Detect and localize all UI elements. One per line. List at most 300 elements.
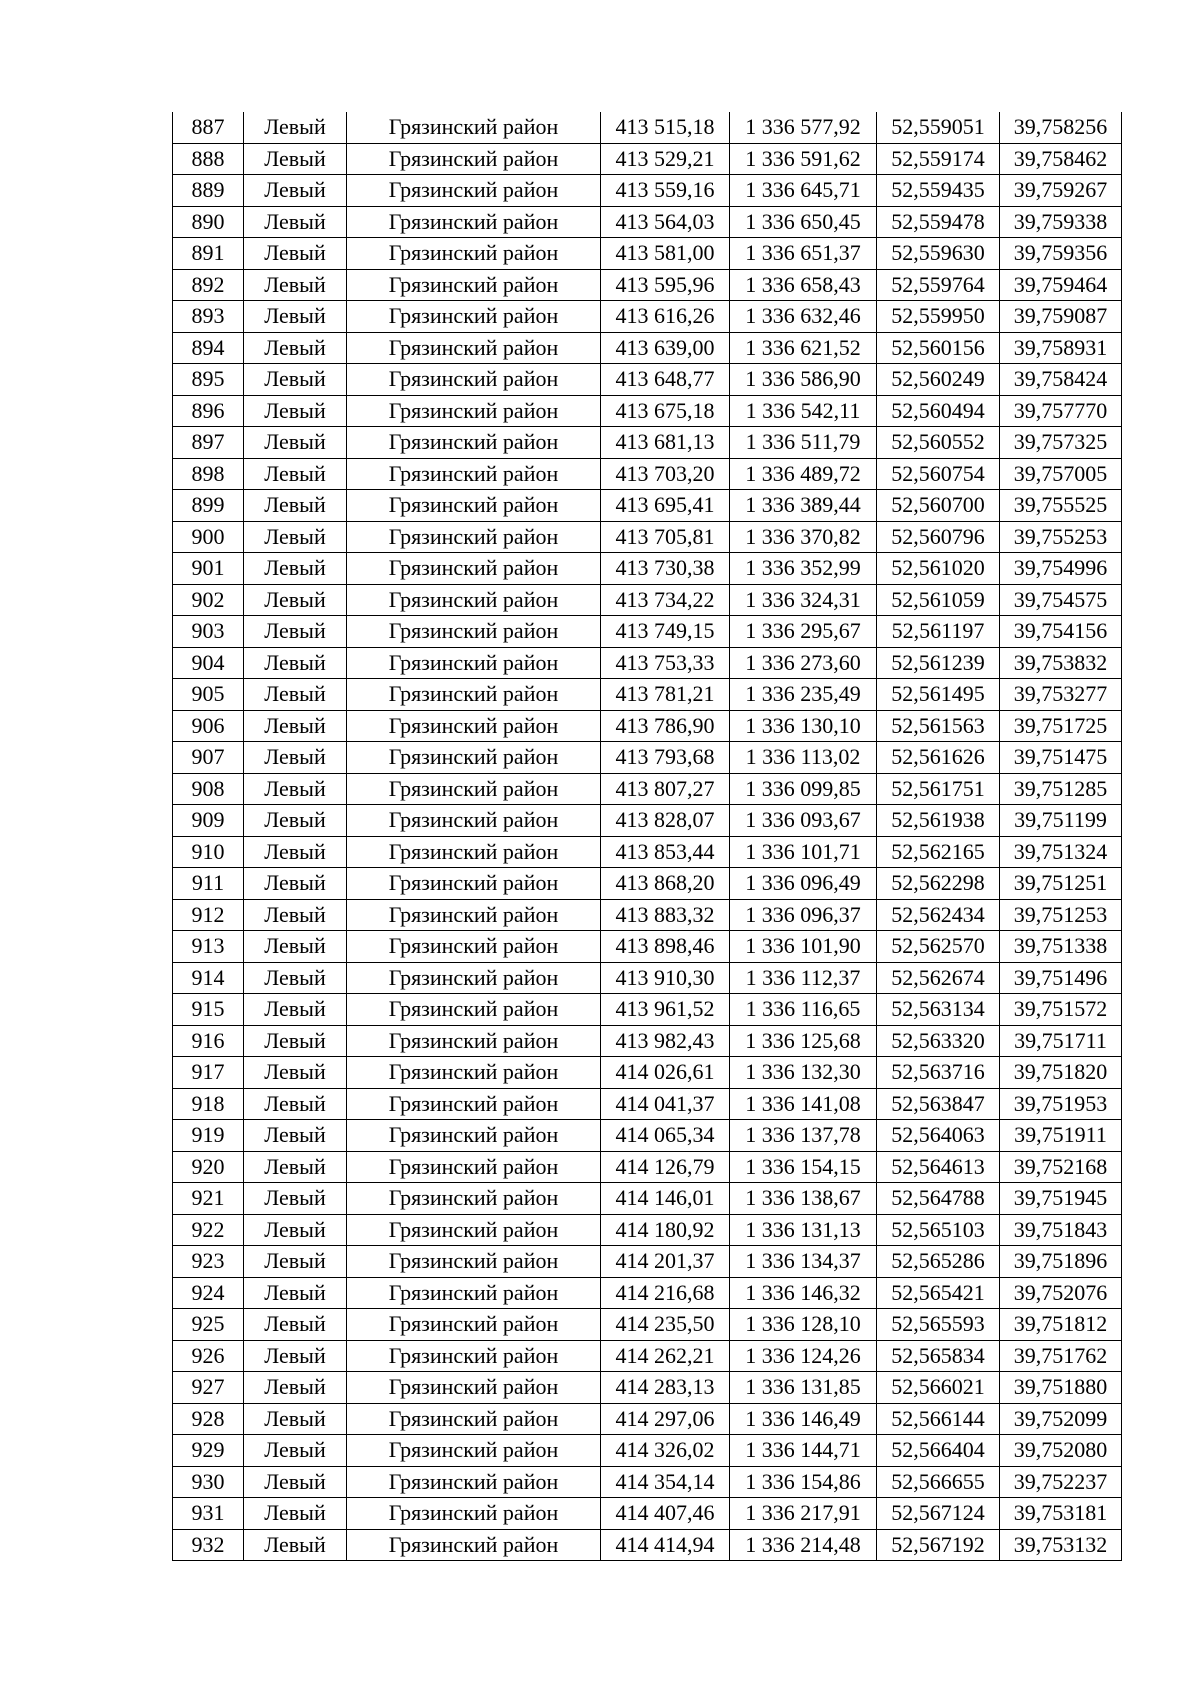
- y-coordinate-cell: 1 336 658,43: [730, 269, 877, 301]
- point-number-cell: 905: [173, 679, 244, 711]
- district-cell: Грязинский район: [347, 616, 601, 648]
- x-coordinate-cell: 413 807,27: [601, 773, 730, 805]
- y-coordinate-cell: 1 336 586,90: [730, 364, 877, 396]
- side-cell: Левый: [244, 143, 347, 175]
- table-row: [173, 490, 1122, 522]
- x-coordinate-cell: 413 616,26: [601, 301, 730, 333]
- latitude-cell: 52,562570: [877, 931, 1000, 963]
- side-cell: Левый: [244, 1435, 347, 1467]
- side-cell: Левый: [244, 836, 347, 868]
- x-coordinate-cell: 413 898,46: [601, 931, 730, 963]
- x-coordinate-cell: 414 216,68: [601, 1277, 730, 1309]
- x-coordinate-cell: 413 529,21: [601, 143, 730, 175]
- table-row: [173, 1435, 1122, 1467]
- district-cell: Грязинский район: [347, 805, 601, 837]
- latitude-cell: 52,562434: [877, 899, 1000, 931]
- side-cell: Левый: [244, 395, 347, 427]
- point-number-cell: 932: [173, 1529, 244, 1561]
- latitude-cell: 52,563134: [877, 994, 1000, 1026]
- point-number-cell: 897: [173, 427, 244, 459]
- district-cell: Грязинский район: [347, 931, 601, 963]
- y-coordinate-cell: 1 336 101,90: [730, 931, 877, 963]
- side-cell: Левый: [244, 364, 347, 396]
- y-coordinate-cell: 1 336 146,49: [730, 1403, 877, 1435]
- longitude-cell: 39,759087: [1000, 301, 1122, 333]
- y-coordinate-cell: 1 336 154,86: [730, 1466, 877, 1498]
- longitude-cell: 39,751812: [1000, 1309, 1122, 1341]
- y-coordinate-cell: 1 336 217,91: [730, 1498, 877, 1530]
- y-coordinate-cell: 1 336 511,79: [730, 427, 877, 459]
- x-coordinate-cell: 414 354,14: [601, 1466, 730, 1498]
- side-cell: Левый: [244, 805, 347, 837]
- longitude-cell: 39,752080: [1000, 1435, 1122, 1467]
- point-number-cell: 901: [173, 553, 244, 585]
- longitude-cell: 39,751820: [1000, 1057, 1122, 1089]
- table-row: [173, 175, 1122, 207]
- latitude-cell: 52,566404: [877, 1435, 1000, 1467]
- district-cell: Грязинский район: [347, 647, 601, 679]
- longitude-cell: 39,751843: [1000, 1214, 1122, 1246]
- y-coordinate-cell: 1 336 621,52: [730, 332, 877, 364]
- longitude-cell: 39,751945: [1000, 1183, 1122, 1215]
- x-coordinate-cell: 413 853,44: [601, 836, 730, 868]
- y-coordinate-cell: 1 336 352,99: [730, 553, 877, 585]
- table-row: [173, 1340, 1122, 1372]
- y-coordinate-cell: 1 336 489,72: [730, 458, 877, 490]
- x-coordinate-cell: 413 559,16: [601, 175, 730, 207]
- district-cell: Грязинский район: [347, 584, 601, 616]
- y-coordinate-cell: 1 336 116,65: [730, 994, 877, 1026]
- y-coordinate-cell: 1 336 134,37: [730, 1246, 877, 1278]
- x-coordinate-cell: 414 262,21: [601, 1340, 730, 1372]
- latitude-cell: 52,561197: [877, 616, 1000, 648]
- latitude-cell: 52,566144: [877, 1403, 1000, 1435]
- point-number-cell: 931: [173, 1498, 244, 1530]
- point-number-cell: 904: [173, 647, 244, 679]
- longitude-cell: 39,759356: [1000, 238, 1122, 270]
- table-row: [173, 553, 1122, 585]
- district-cell: Грязинский район: [347, 1403, 601, 1435]
- longitude-cell: 39,751911: [1000, 1120, 1122, 1152]
- district-cell: Грязинский район: [347, 553, 601, 585]
- longitude-cell: 39,753132: [1000, 1529, 1122, 1561]
- point-number-cell: 910: [173, 836, 244, 868]
- side-cell: Левый: [244, 994, 347, 1026]
- x-coordinate-cell: 413 703,20: [601, 458, 730, 490]
- latitude-cell: 52,565593: [877, 1309, 1000, 1341]
- longitude-cell: 39,753832: [1000, 647, 1122, 679]
- x-coordinate-cell: 413 581,00: [601, 238, 730, 270]
- latitude-cell: 52,562298: [877, 868, 1000, 900]
- longitude-cell: 39,758424: [1000, 364, 1122, 396]
- y-coordinate-cell: 1 336 093,67: [730, 805, 877, 837]
- side-cell: Левый: [244, 301, 347, 333]
- district-cell: Грязинский район: [347, 521, 601, 553]
- side-cell: Левый: [244, 332, 347, 364]
- longitude-cell: 39,752076: [1000, 1277, 1122, 1309]
- latitude-cell: 52,565421: [877, 1277, 1000, 1309]
- side-cell: Левый: [244, 1151, 347, 1183]
- side-cell: Левый: [244, 112, 347, 143]
- side-cell: Левый: [244, 1277, 347, 1309]
- longitude-cell: 39,751475: [1000, 742, 1122, 774]
- longitude-cell: 39,751338: [1000, 931, 1122, 963]
- district-cell: Грязинский район: [347, 143, 601, 175]
- point-number-cell: 899: [173, 490, 244, 522]
- side-cell: Левый: [244, 1183, 347, 1215]
- latitude-cell: 52,559435: [877, 175, 1000, 207]
- longitude-cell: 39,751725: [1000, 710, 1122, 742]
- side-cell: Левый: [244, 962, 347, 994]
- district-cell: Грязинский район: [347, 1120, 601, 1152]
- longitude-cell: 39,751199: [1000, 805, 1122, 837]
- point-number-cell: 890: [173, 206, 244, 238]
- y-coordinate-cell: 1 336 389,44: [730, 490, 877, 522]
- table-row: [173, 1277, 1122, 1309]
- longitude-cell: 39,758931: [1000, 332, 1122, 364]
- longitude-cell: 39,751572: [1000, 994, 1122, 1026]
- y-coordinate-cell: 1 336 651,37: [730, 238, 877, 270]
- y-coordinate-cell: 1 336 131,13: [730, 1214, 877, 1246]
- side-cell: Левый: [244, 616, 347, 648]
- side-cell: Левый: [244, 553, 347, 585]
- longitude-cell: 39,757005: [1000, 458, 1122, 490]
- latitude-cell: 52,560552: [877, 427, 1000, 459]
- latitude-cell: 52,561938: [877, 805, 1000, 837]
- side-cell: Левый: [244, 490, 347, 522]
- latitude-cell: 52,564063: [877, 1120, 1000, 1152]
- district-cell: Грязинский район: [347, 868, 601, 900]
- district-cell: Грязинский район: [347, 301, 601, 333]
- district-cell: Грязинский район: [347, 175, 601, 207]
- longitude-cell: 39,752099: [1000, 1403, 1122, 1435]
- point-number-cell: 930: [173, 1466, 244, 1498]
- x-coordinate-cell: 413 734,22: [601, 584, 730, 616]
- latitude-cell: 52,565834: [877, 1340, 1000, 1372]
- table-row: [173, 742, 1122, 774]
- y-coordinate-cell: 1 336 131,85: [730, 1372, 877, 1404]
- table-row: [173, 584, 1122, 616]
- point-number-cell: 893: [173, 301, 244, 333]
- district-cell: Грязинский район: [347, 742, 601, 774]
- latitude-cell: 52,563716: [877, 1057, 1000, 1089]
- longitude-cell: 39,754156: [1000, 616, 1122, 648]
- point-number-cell: 887: [173, 112, 244, 143]
- table-row: [173, 112, 1122, 143]
- table-row: [173, 1025, 1122, 1057]
- table-row: [173, 269, 1122, 301]
- district-cell: Грязинский район: [347, 773, 601, 805]
- table-row: [173, 805, 1122, 837]
- latitude-cell: 52,567124: [877, 1498, 1000, 1530]
- district-cell: Грязинский район: [347, 836, 601, 868]
- side-cell: Левый: [244, 521, 347, 553]
- point-number-cell: 892: [173, 269, 244, 301]
- district-cell: Грязинский район: [347, 427, 601, 459]
- x-coordinate-cell: 413 793,68: [601, 742, 730, 774]
- latitude-cell: 52,560754: [877, 458, 1000, 490]
- table-row: [173, 962, 1122, 994]
- table-row: [173, 1246, 1122, 1278]
- table-row: [173, 364, 1122, 396]
- district-cell: Грязинский район: [347, 395, 601, 427]
- table-row: [173, 836, 1122, 868]
- latitude-cell: 52,559950: [877, 301, 1000, 333]
- district-cell: Грязинский район: [347, 1151, 601, 1183]
- longitude-cell: 39,758462: [1000, 143, 1122, 175]
- coordinates-table: [172, 112, 1122, 1561]
- y-coordinate-cell: 1 336 113,02: [730, 742, 877, 774]
- side-cell: Левый: [244, 931, 347, 963]
- longitude-cell: 39,753277: [1000, 679, 1122, 711]
- point-number-cell: 888: [173, 143, 244, 175]
- x-coordinate-cell: 414 180,92: [601, 1214, 730, 1246]
- y-coordinate-cell: 1 336 645,71: [730, 175, 877, 207]
- latitude-cell: 52,566655: [877, 1466, 1000, 1498]
- table-row: [173, 521, 1122, 553]
- table-row: [173, 1372, 1122, 1404]
- latitude-cell: 52,565286: [877, 1246, 1000, 1278]
- district-cell: Грязинский район: [347, 679, 601, 711]
- x-coordinate-cell: 413 868,20: [601, 868, 730, 900]
- side-cell: Левый: [244, 1088, 347, 1120]
- x-coordinate-cell: 413 753,33: [601, 647, 730, 679]
- y-coordinate-cell: 1 336 141,08: [730, 1088, 877, 1120]
- x-coordinate-cell: 413 749,15: [601, 616, 730, 648]
- side-cell: Левый: [244, 647, 347, 679]
- longitude-cell: 39,751762: [1000, 1340, 1122, 1372]
- point-number-cell: 922: [173, 1214, 244, 1246]
- district-cell: Грязинский район: [347, 962, 601, 994]
- side-cell: Левый: [244, 773, 347, 805]
- side-cell: Левый: [244, 206, 347, 238]
- y-coordinate-cell: 1 336 632,46: [730, 301, 877, 333]
- table-row: [173, 238, 1122, 270]
- x-coordinate-cell: 414 146,01: [601, 1183, 730, 1215]
- table-body: [173, 112, 1122, 1561]
- district-cell: Грязинский район: [347, 364, 601, 396]
- latitude-cell: 52,561239: [877, 647, 1000, 679]
- district-cell: Грязинский район: [347, 1340, 601, 1372]
- table-row: [173, 1183, 1122, 1215]
- latitude-cell: 52,559630: [877, 238, 1000, 270]
- longitude-cell: 39,751953: [1000, 1088, 1122, 1120]
- latitude-cell: 52,564788: [877, 1183, 1000, 1215]
- side-cell: Левый: [244, 1057, 347, 1089]
- x-coordinate-cell: 413 648,77: [601, 364, 730, 396]
- point-number-cell: 929: [173, 1435, 244, 1467]
- side-cell: Левый: [244, 238, 347, 270]
- side-cell: Левый: [244, 1309, 347, 1341]
- table-row: [173, 1057, 1122, 1089]
- point-number-cell: 915: [173, 994, 244, 1026]
- point-number-cell: 903: [173, 616, 244, 648]
- table-row: [173, 427, 1122, 459]
- x-coordinate-cell: 414 297,06: [601, 1403, 730, 1435]
- side-cell: Левый: [244, 1529, 347, 1561]
- district-cell: Грязинский район: [347, 269, 601, 301]
- y-coordinate-cell: 1 336 112,37: [730, 962, 877, 994]
- latitude-cell: 52,560156: [877, 332, 1000, 364]
- latitude-cell: 52,561020: [877, 553, 1000, 585]
- latitude-cell: 52,560796: [877, 521, 1000, 553]
- y-coordinate-cell: 1 336 591,62: [730, 143, 877, 175]
- y-coordinate-cell: 1 336 542,11: [730, 395, 877, 427]
- district-cell: Грязинский район: [347, 332, 601, 364]
- latitude-cell: 52,567192: [877, 1529, 1000, 1561]
- table-row: [173, 868, 1122, 900]
- table-row: [173, 332, 1122, 364]
- y-coordinate-cell: 1 336 099,85: [730, 773, 877, 805]
- x-coordinate-cell: 413 515,18: [601, 112, 730, 143]
- side-cell: Левый: [244, 679, 347, 711]
- latitude-cell: 52,561626: [877, 742, 1000, 774]
- point-number-cell: 909: [173, 805, 244, 837]
- y-coordinate-cell: 1 336 650,45: [730, 206, 877, 238]
- table-row: [173, 1088, 1122, 1120]
- x-coordinate-cell: 413 961,52: [601, 994, 730, 1026]
- table-row: [173, 679, 1122, 711]
- latitude-cell: 52,560249: [877, 364, 1000, 396]
- district-cell: Грязинский район: [347, 1277, 601, 1309]
- longitude-cell: 39,759267: [1000, 175, 1122, 207]
- longitude-cell: 39,751880: [1000, 1372, 1122, 1404]
- longitude-cell: 39,758256: [1000, 112, 1122, 143]
- district-cell: Грязинский район: [347, 112, 601, 143]
- longitude-cell: 39,751324: [1000, 836, 1122, 868]
- point-number-cell: 896: [173, 395, 244, 427]
- table-row: [173, 301, 1122, 333]
- y-coordinate-cell: 1 336 138,67: [730, 1183, 877, 1215]
- latitude-cell: 52,563847: [877, 1088, 1000, 1120]
- side-cell: Левый: [244, 175, 347, 207]
- y-coordinate-cell: 1 336 370,82: [730, 521, 877, 553]
- point-number-cell: 908: [173, 773, 244, 805]
- latitude-cell: 52,559764: [877, 269, 1000, 301]
- point-number-cell: 912: [173, 899, 244, 931]
- point-number-cell: 907: [173, 742, 244, 774]
- point-number-cell: 916: [173, 1025, 244, 1057]
- district-cell: Грязинский район: [347, 238, 601, 270]
- side-cell: Левый: [244, 1025, 347, 1057]
- table-row: [173, 647, 1122, 679]
- point-number-cell: 920: [173, 1151, 244, 1183]
- table-row: [173, 395, 1122, 427]
- x-coordinate-cell: 413 828,07: [601, 805, 730, 837]
- x-coordinate-cell: 413 781,21: [601, 679, 730, 711]
- latitude-cell: 52,563320: [877, 1025, 1000, 1057]
- table-row: [173, 1120, 1122, 1152]
- table-row: [173, 1403, 1122, 1435]
- y-coordinate-cell: 1 336 235,49: [730, 679, 877, 711]
- latitude-cell: 52,564613: [877, 1151, 1000, 1183]
- district-cell: Грязинский район: [347, 1057, 601, 1089]
- district-cell: Грязинский район: [347, 1246, 601, 1278]
- point-number-cell: 927: [173, 1372, 244, 1404]
- point-number-cell: 913: [173, 931, 244, 963]
- district-cell: Грязинский район: [347, 1498, 601, 1530]
- y-coordinate-cell: 1 336 132,30: [730, 1057, 877, 1089]
- table-row: [173, 931, 1122, 963]
- y-coordinate-cell: 1 336 295,67: [730, 616, 877, 648]
- side-cell: Левый: [244, 1372, 347, 1404]
- point-number-cell: 924: [173, 1277, 244, 1309]
- table-row: [173, 994, 1122, 1026]
- side-cell: Левый: [244, 269, 347, 301]
- longitude-cell: 39,759464: [1000, 269, 1122, 301]
- y-coordinate-cell: 1 336 137,78: [730, 1120, 877, 1152]
- latitude-cell: 52,560700: [877, 490, 1000, 522]
- point-number-cell: 921: [173, 1183, 244, 1215]
- point-number-cell: 898: [173, 458, 244, 490]
- x-coordinate-cell: 413 564,03: [601, 206, 730, 238]
- x-coordinate-cell: 414 326,02: [601, 1435, 730, 1467]
- x-coordinate-cell: 413 639,00: [601, 332, 730, 364]
- y-coordinate-cell: 1 336 124,26: [730, 1340, 877, 1372]
- point-number-cell: 895: [173, 364, 244, 396]
- y-coordinate-cell: 1 336 128,10: [730, 1309, 877, 1341]
- table-row: [173, 1498, 1122, 1530]
- y-coordinate-cell: 1 336 324,31: [730, 584, 877, 616]
- y-coordinate-cell: 1 336 154,15: [730, 1151, 877, 1183]
- point-number-cell: 925: [173, 1309, 244, 1341]
- table-row: [173, 1466, 1122, 1498]
- latitude-cell: 52,561495: [877, 679, 1000, 711]
- latitude-cell: 52,560494: [877, 395, 1000, 427]
- latitude-cell: 52,562165: [877, 836, 1000, 868]
- x-coordinate-cell: 413 595,96: [601, 269, 730, 301]
- district-cell: Грязинский район: [347, 1025, 601, 1057]
- district-cell: Грязинский район: [347, 206, 601, 238]
- district-cell: Грязинский район: [347, 1214, 601, 1246]
- latitude-cell: 52,562674: [877, 962, 1000, 994]
- side-cell: Левый: [244, 868, 347, 900]
- x-coordinate-cell: 414 235,50: [601, 1309, 730, 1341]
- x-coordinate-cell: 413 730,38: [601, 553, 730, 585]
- x-coordinate-cell: 413 695,41: [601, 490, 730, 522]
- longitude-cell: 39,751496: [1000, 962, 1122, 994]
- side-cell: Левый: [244, 1403, 347, 1435]
- table-row: [173, 899, 1122, 931]
- district-cell: Грязинский район: [347, 1435, 601, 1467]
- y-coordinate-cell: 1 336 101,71: [730, 836, 877, 868]
- y-coordinate-cell: 1 336 146,32: [730, 1277, 877, 1309]
- district-cell: Грязинский район: [347, 490, 601, 522]
- point-number-cell: 891: [173, 238, 244, 270]
- side-cell: Левый: [244, 1120, 347, 1152]
- district-cell: Грязинский район: [347, 1088, 601, 1120]
- table-row: [173, 616, 1122, 648]
- latitude-cell: 52,559478: [877, 206, 1000, 238]
- point-number-cell: 923: [173, 1246, 244, 1278]
- table-row: [173, 1529, 1122, 1561]
- longitude-cell: 39,751711: [1000, 1025, 1122, 1057]
- longitude-cell: 39,755525: [1000, 490, 1122, 522]
- x-coordinate-cell: 414 126,79: [601, 1151, 730, 1183]
- point-number-cell: 894: [173, 332, 244, 364]
- longitude-cell: 39,755253: [1000, 521, 1122, 553]
- latitude-cell: 52,565103: [877, 1214, 1000, 1246]
- x-coordinate-cell: 414 065,34: [601, 1120, 730, 1152]
- y-coordinate-cell: 1 336 096,49: [730, 868, 877, 900]
- district-cell: Грязинский район: [347, 710, 601, 742]
- x-coordinate-cell: 414 414,94: [601, 1529, 730, 1561]
- y-coordinate-cell: 1 336 214,48: [730, 1529, 877, 1561]
- longitude-cell: 39,751285: [1000, 773, 1122, 805]
- latitude-cell: 52,561059: [877, 584, 1000, 616]
- table-row: [173, 1309, 1122, 1341]
- table-row: [173, 458, 1122, 490]
